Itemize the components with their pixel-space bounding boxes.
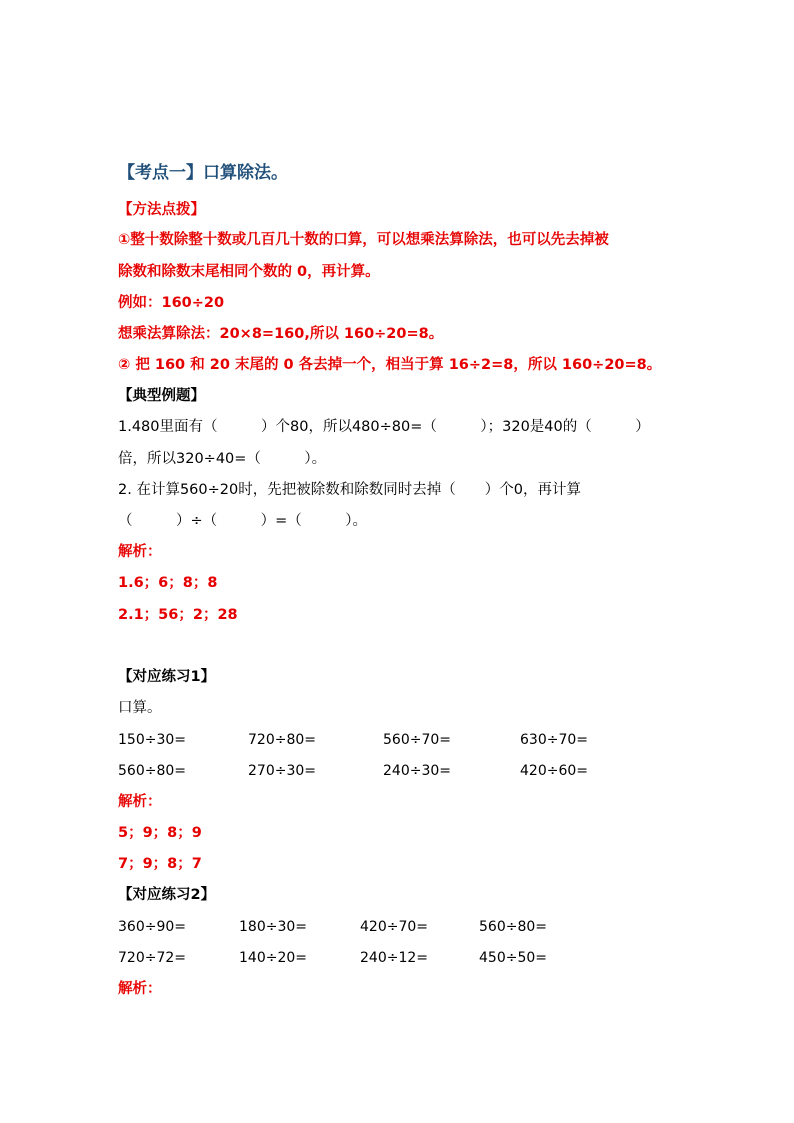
problem: 150÷30= bbox=[118, 732, 186, 748]
question-2-line-2: （ ）÷（ ）=（ ）。 bbox=[118, 513, 368, 529]
problem: 240÷12= bbox=[360, 950, 428, 966]
problem: 560÷80= bbox=[118, 763, 186, 779]
problem: 420÷60= bbox=[520, 763, 588, 779]
method-point-1-line-1: ①整十数除整十数或几百几十数的口算，可以想乘法算除法，也可以先去掉被 bbox=[118, 232, 609, 248]
problem: 270÷30= bbox=[248, 763, 316, 779]
problem: 140÷20= bbox=[239, 950, 307, 966]
examples-answer-2: 2.1；56；2；28 bbox=[118, 607, 238, 623]
problem: 630÷70= bbox=[520, 732, 588, 748]
method-point-1-line-2: 除数和除数末尾相同个数的 0，再计算。 bbox=[118, 264, 380, 280]
problem: 420÷70= bbox=[360, 919, 428, 935]
section-title bbox=[118, 162, 288, 184]
question-2-line-1: 2. 在计算560÷20时，先把被除数和除数同时去掉（ ）个0，再计算 bbox=[118, 482, 581, 498]
method-example: 例如：160÷20 bbox=[118, 295, 225, 311]
problem: 360÷90= bbox=[118, 919, 186, 935]
section-title-bracket: 【考点一】 bbox=[118, 163, 203, 183]
practice-1-answer-2: 7；9；8；7 bbox=[118, 856, 202, 872]
practice-2-heading: 【对应练习2】 bbox=[118, 887, 216, 903]
problem: 180÷30= bbox=[239, 919, 307, 935]
problem: 720÷72= bbox=[118, 950, 186, 966]
practice-1-answer-1: 5；9；8；9 bbox=[118, 825, 202, 841]
examples-analysis-label: 解析： bbox=[118, 544, 162, 560]
method-point-2: ② 把 160 和 20 末尾的 0 各去掉一个，相当于算 16÷2=8，所以 160÷20=8。 bbox=[118, 357, 662, 373]
problem: 720÷80= bbox=[248, 732, 316, 748]
problem: 240÷30= bbox=[383, 763, 451, 779]
question-1-line-1: 1.480里面有（ ）个80，所以480÷80=（ ）；320是40的（ ） bbox=[118, 419, 650, 435]
practice-1-analysis-label: 解析： bbox=[118, 794, 162, 810]
problem: 560÷80= bbox=[479, 919, 547, 935]
practice-1-instruction: 口算。 bbox=[118, 700, 162, 716]
examples-answer-1: 1.6；6；8；8 bbox=[118, 575, 218, 591]
practice-2-analysis-label: 解析： bbox=[118, 981, 162, 997]
question-1-line-2: 倍，所以320÷40=（ ）。 bbox=[118, 451, 327, 467]
method-think: 想乘法算除法：20×8=160,所以 160÷20=8。 bbox=[118, 326, 444, 342]
examples-heading: 【典型例题】 bbox=[118, 388, 205, 404]
section-title-text: 口算除法。 bbox=[203, 163, 288, 183]
practice-1-heading: 【对应练习1】 bbox=[118, 669, 216, 685]
method-heading: 【方法点拨】 bbox=[118, 202, 205, 218]
problem: 560÷70= bbox=[383, 732, 451, 748]
problem: 450÷50= bbox=[479, 950, 547, 966]
